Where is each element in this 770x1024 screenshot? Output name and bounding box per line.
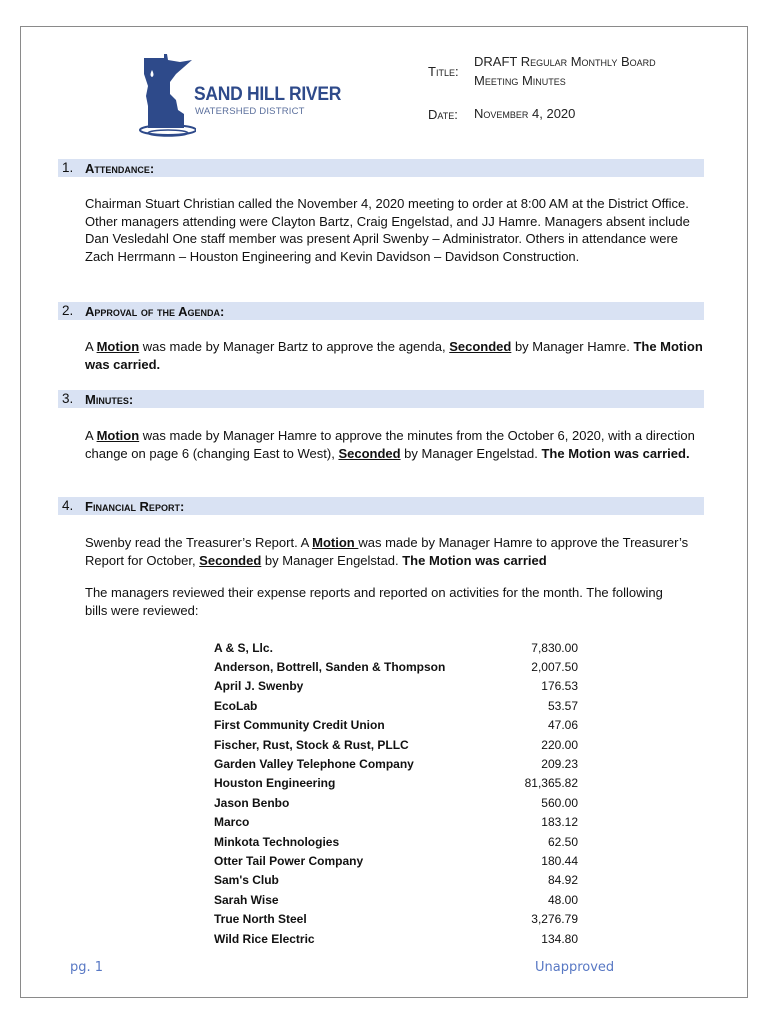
- bill-vendor: Garden Valley Telephone Company: [214, 757, 414, 772]
- table-row: [214, 657, 578, 676]
- table-row: [214, 696, 578, 715]
- financial-paragraph: Swenby read the Treasurer’s Report. A Motion was made by Manager Hamre to approve the Treasurer’s Report for October, Seconded by Manager Engelstad. The Motion was carried: [85, 535, 689, 568]
- section-bar-attendance: [58, 159, 704, 177]
- carried-label: The Motion was carried.: [541, 445, 690, 461]
- section-bar-minutes: [58, 390, 704, 408]
- bill-vendor: Sarah Wise: [214, 892, 279, 907]
- table-row: [214, 677, 578, 696]
- bill-vendor: Sam's Club: [214, 873, 279, 888]
- bill-amount: 3,276.79: [531, 912, 578, 927]
- table-row: [214, 754, 578, 773]
- district-logo: [136, 50, 342, 140]
- motion-label: Motion: [312, 535, 359, 550]
- seconded-label: Seconded: [449, 339, 512, 354]
- bill-amount: 48.00: [547, 892, 578, 907]
- section-title-financial: Financial Report:: [85, 499, 185, 514]
- table-row: [214, 909, 578, 928]
- logo-subtitle: WATERSHED DISTRICT: [195, 106, 305, 117]
- bill-vendor: Minkota Technologies: [214, 834, 340, 849]
- table-row: [214, 716, 578, 735]
- bill-vendor: True North Steel: [214, 912, 307, 927]
- section-title-attendance: Attendance:: [85, 161, 155, 176]
- bill-vendor: Houston Engineering: [214, 776, 336, 791]
- date-value: November 4, 2020: [474, 106, 576, 121]
- page-number: pg. 1: [70, 960, 104, 975]
- attendance-paragraph: Chairman Stuart Christian called the November 4, 2020 meeting to order at 8:00 AM at the District Office. Other managers attending were Clayton Bartz, Craig Engelstad, and JJ Hamre. Managers absent include Dan Vesledahl One staff member was present April Swenby – Administrator. Others in attendance were Zach Herrmann – Houston Engineering and Kevin Davidson – Davidson Construction.: [85, 196, 690, 264]
- bills-table: [214, 638, 578, 948]
- section-title-agenda: Approval of the Agenda:: [85, 304, 225, 319]
- table-row: [214, 774, 578, 793]
- bill-vendor: First Community Credit Union: [214, 718, 385, 733]
- bill-amount: 183.12: [541, 815, 578, 830]
- section-number: 2.: [62, 303, 74, 318]
- carried-label: The Motion was carried.: [85, 339, 703, 372]
- table-row: [214, 871, 578, 890]
- bill-amount: 134.80: [541, 931, 578, 946]
- bill-vendor: Anderson, Bottrell, Sanden & Thompson: [214, 660, 446, 675]
- bill-vendor: A & S, Llc.: [214, 640, 273, 655]
- section-number: 1.: [62, 160, 74, 175]
- agenda-paragraph: A Motion was made by Manager Bartz to approve the agenda, Seconded by Manager Hamre. The Motion was carried.: [85, 339, 703, 372]
- seconded-label: Seconded: [338, 445, 401, 461]
- seconded-label: Seconded: [199, 552, 262, 568]
- logo-name: SAND HILL RIVER: [194, 84, 342, 105]
- bill-vendor: EcoLab: [214, 698, 258, 713]
- bill-vendor: Jason Benbo: [214, 795, 290, 810]
- table-row: [214, 813, 578, 832]
- bill-vendor: Wild Rice Electric: [214, 931, 315, 946]
- bill-amount: 2,007.50: [531, 660, 578, 675]
- table-row: [214, 890, 578, 909]
- section-number: 4.: [62, 498, 74, 513]
- section-title-minutes: Minutes:: [85, 392, 134, 407]
- bill-vendor: Fischer, Rust, Stock & Rust, PLLC: [214, 737, 409, 752]
- section-number: 3.: [62, 391, 74, 406]
- bill-vendor: April J. Swenby: [214, 679, 304, 694]
- motion-label: Motion: [96, 339, 140, 354]
- table-row: [214, 638, 578, 657]
- bill-amount: 47.06: [547, 718, 578, 733]
- bill-amount: 62.50: [547, 834, 578, 849]
- bill-vendor: Otter Tail Power Company: [214, 853, 364, 868]
- approval-status: Unapproved: [535, 960, 615, 975]
- minnesota-state-icon: [136, 50, 196, 140]
- bill-amount: 7,830.00: [531, 640, 578, 655]
- bill-amount: 180.44: [541, 853, 578, 868]
- bills-intro-paragraph: The managers reviewed their expense reports and reported on activities for the month. The following bills were reviewed:: [85, 585, 663, 618]
- bill-amount: 209.23: [541, 757, 578, 772]
- bill-amount: 176.53: [541, 679, 578, 694]
- bill-amount: 81,365.82: [524, 776, 578, 791]
- title-label: Title:: [428, 64, 459, 79]
- title-line-1: DRAFT Regular Monthly Board: [474, 54, 656, 69]
- bill-amount: 560.00: [541, 795, 578, 810]
- table-row: [214, 793, 578, 812]
- bill-amount: 53.57: [547, 698, 578, 713]
- minutes-paragraph: A Motion was made by Manager Hamre to approve the minutes from the October 6, 2020, with a direction change on page 6 (changing East to West), Seconded by Manager Engelstad. The Motion was carried.: [85, 428, 695, 461]
- table-row: [214, 851, 578, 870]
- bill-vendor: Marco: [214, 815, 250, 830]
- date-label: Date:: [428, 107, 458, 122]
- motion-label: Motion: [96, 428, 140, 443]
- table-row: [214, 832, 578, 851]
- table-row: [214, 735, 578, 754]
- carried-label: The Motion was carried: [402, 552, 547, 568]
- bill-amount: 220.00: [541, 737, 578, 752]
- title-line-2: Meeting Minutes: [474, 73, 566, 88]
- bill-amount: 84.92: [547, 873, 578, 888]
- table-row: [214, 929, 578, 948]
